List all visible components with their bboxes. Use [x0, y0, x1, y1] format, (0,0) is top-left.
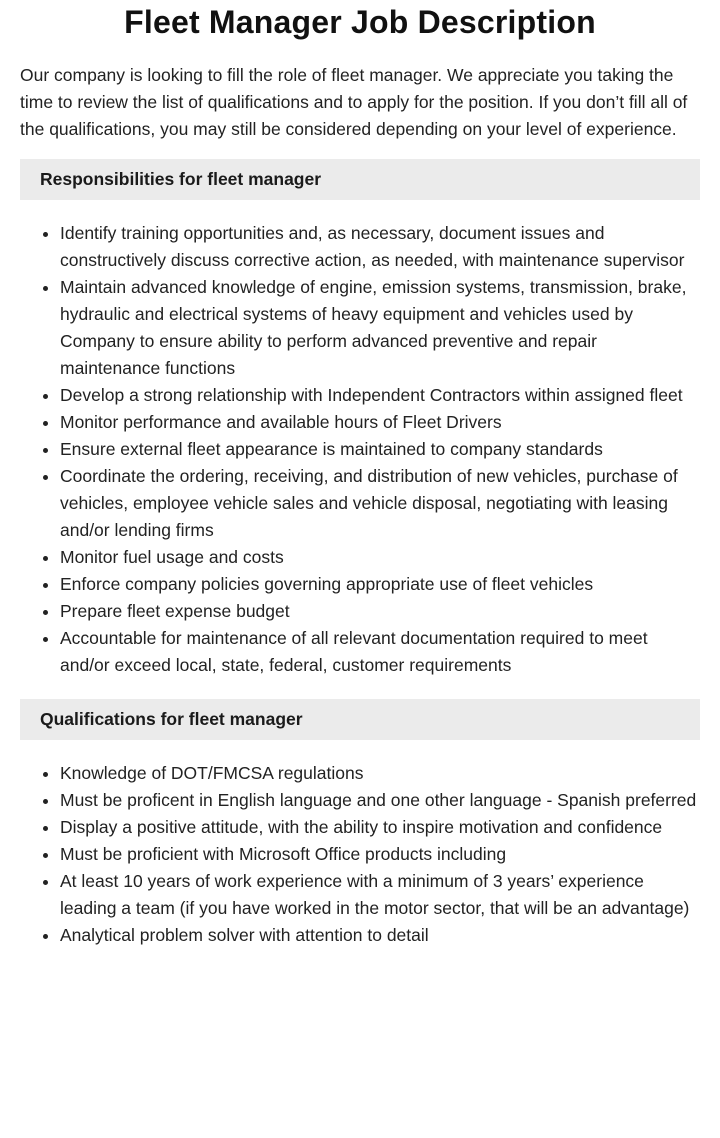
list-item: • Must be proficient with Microsoft Office products including	[60, 841, 700, 868]
list-item: • Accountable for maintenance of all relevant documentation required to meet and/or exceed local, state, federal, customer requirements	[60, 625, 700, 679]
list-item: • At least 10 years of work experience with a minimum of 3 years’ experience leading a team (if you have worked in the motor sector, that will be an advantage)	[60, 868, 700, 922]
responsibilities-header: Responsibilities for fleet manager	[20, 159, 700, 200]
list-item: • Monitor fuel usage and costs	[60, 544, 700, 571]
intro-paragraph: Our company is looking to fill the role of fleet manager. We appreciate you taking the time to review the list of qualifications and to apply for the position. If you don’t fill all of the qualifications, you may still be considered depending on your level of experience.	[20, 65, 688, 139]
list-item: • Maintain advanced knowledge of engine, emission systems, transmission, brake, hydraulic and electrical systems of heavy equipment and vehicles used by Company to ensure ability to perform advanced preventive and repair maintenance functions	[60, 274, 700, 382]
responsibilities-list	[20, 220, 700, 679]
qualifications-list	[20, 760, 700, 949]
list-item: • Knowledge of DOT/FMCSA regulations	[60, 760, 700, 787]
list-item: • Develop a strong relationship with Independent Contractors within assigned fleet	[60, 382, 700, 409]
list-item: • Monitor performance and available hours of Fleet Drivers	[60, 409, 700, 436]
list-item: • Identify training opportunities and, as necessary, document issues and constructively discuss corrective action, as needed, with maintenance supervisor	[60, 220, 700, 274]
list-item: • Display a positive attitude, with the ability to inspire motivation and confidence	[60, 814, 700, 841]
list-item: • Ensure external fleet appearance is maintained to company standards	[60, 436, 700, 463]
list-item: • Enforce company policies governing appropriate use of fleet vehicles	[60, 571, 700, 598]
qualifications-header: Qualifications for fleet manager	[20, 699, 700, 740]
list-item: • Coordinate the ordering, receiving, and distribution of new vehicles, purchase of vehicles, employee vehicle sales and vehicle disposal, negotiating with leasing and/or lending firms	[60, 463, 700, 544]
list-item: • Analytical problem solver with attention to detail	[60, 922, 700, 949]
list-item: • Prepare fleet expense budget	[60, 598, 700, 625]
page-title: Fleet Manager Job Description	[124, 4, 596, 40]
list-item: • Must be proficent in English language and one other language - Spanish preferred	[60, 787, 700, 814]
